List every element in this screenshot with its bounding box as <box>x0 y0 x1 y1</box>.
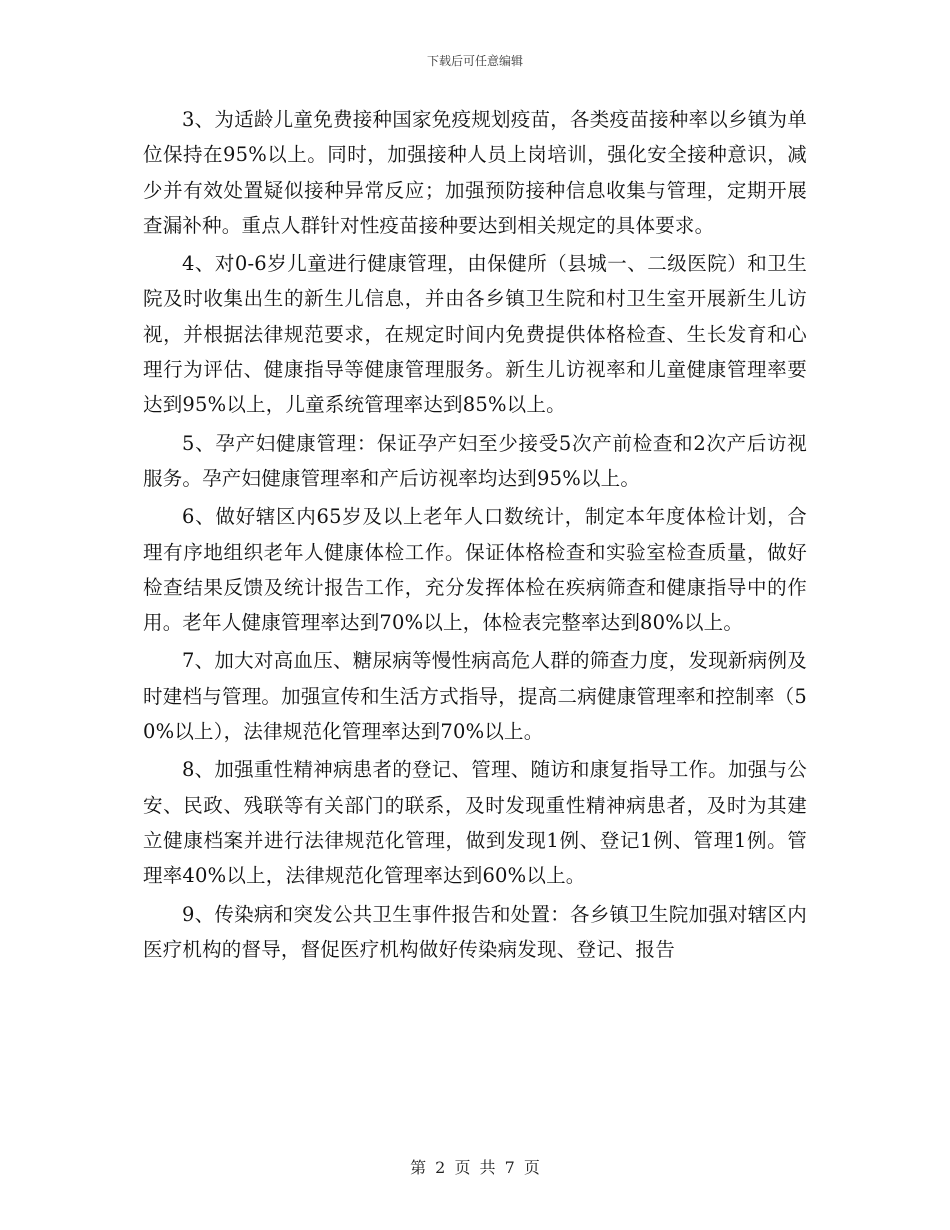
paragraph-item-8: 8、加强重性精神病患者的登记、管理、随访和康复指导工作。加强与公安、民政、残联等有关部门的联系，及时发现重性精神病患者，及时为其建立健康档案并进行法律规范化管理，做到发现1例、登记1例、管理1例。管理率40%以上，法律规范化管理率达到60%以上。 <box>143 758 807 888</box>
page-header: 下载后可任意编辑 <box>426 54 523 68</box>
document-body <box>143 102 807 970</box>
paragraph-item-5: 5、孕产妇健康管理：保证孕产妇至少接受5次产前检查和2次产后访视服务。孕产妇健康管理率和产后访视率均达到95%以上。 <box>143 431 807 490</box>
paragraph-item-9: 9、传染病和突发公共卫生事件报告和处置：各乡镇卫生院加强对辖区内医疗机构的督导，督促医疗机构做好传染病发现、登记、报告 <box>143 902 807 961</box>
paragraph-item-3: 3、为适龄儿童免费接种国家免疫规划疫苗，各类疫苗接种率以乡镇为单位保持在95%以上。同时，加强接种人员上岗培训，强化安全接种意识，减少并有效处置疑似接种异常反应；加强预防接种信息收集与管理，定期开展查漏补种。重点人群针对性疫苗接种要达到相关规定的具体要求。 <box>143 108 807 237</box>
paragraph-item-7: 7、加大对高血压、糖尿病等慢性病高危人群的筛查力度，发现新病例及时建档与管理。加强宣传和生活方式指导，提高二病健康管理率和控制率（50%以上），法律规范化管理率达到70%以上。 <box>143 649 807 744</box>
paragraph-item-4: 4、对0-6岁儿童进行健康管理，由保健所（县城一、二级医院）和卫生院及时收集出生的新生儿信息，并由各乡镇卫生院和村卫生室开展新生儿访视，并根据法律规范要求，在规定时间内免费提供体格检查、生长发育和心理行为评估、健康指导等健康管理服务。新生儿访视率和儿童健康管理率要达到95%以上，儿童系统管理率达到85%以上。 <box>143 252 807 417</box>
page-number-footer: 第 2 页 共 7 页 <box>410 1158 540 1177</box>
paragraph-item-6: 6、做好辖区内65岁及以上老年人口数统计，制定本年度体检计划，合理有序地组织老年人健康体检工作。保证体格检查和实验室检查质量，做好检查结果反馈及统计报告工作，充分发挥体检在疾病筛查和健康指导中的作用。老年人健康管理率达到70%以上，体检表完整率达到80%以上。 <box>143 505 807 635</box>
